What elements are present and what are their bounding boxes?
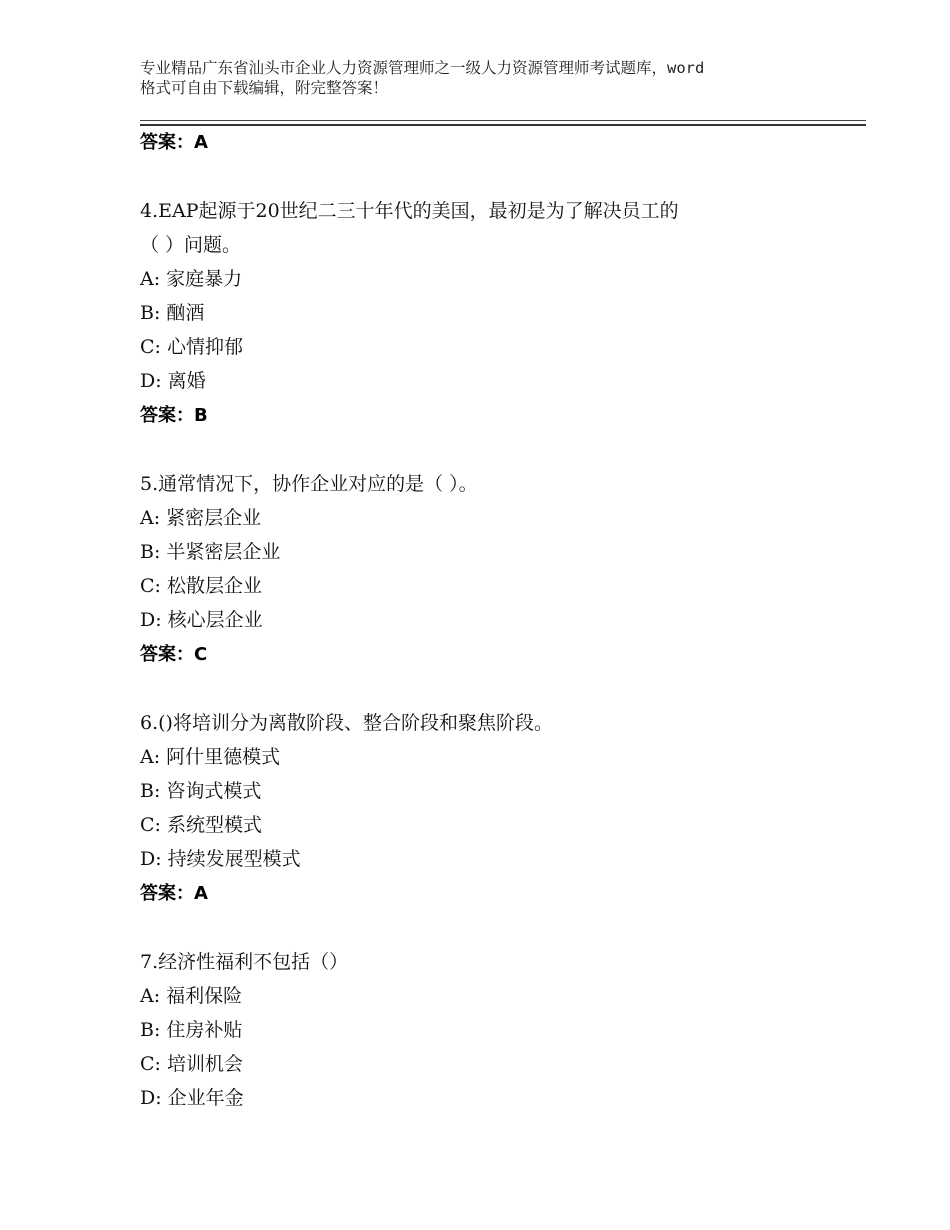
question-stem: 6.()将培训分为离散阶段、整合阶段和聚焦阶段。 bbox=[140, 712, 553, 734]
header-line-1: 专业精品广东省汕头市企业人力资源管理师之一级人力资源管理师考试题库，word bbox=[140, 59, 705, 77]
option-a: A: 紧密层企业 bbox=[140, 507, 262, 529]
option-b: B: 半紧密层企业 bbox=[140, 541, 281, 563]
header-divider-thick bbox=[140, 124, 866, 126]
header-line-2: 格式可自由下载编辑，附完整答案！ bbox=[140, 79, 389, 97]
option-b: B: 酗酒 bbox=[140, 302, 205, 324]
option-b: B: 咨询式模式 bbox=[140, 780, 262, 802]
option-a: A: 家庭暴力 bbox=[140, 268, 243, 290]
option-c: C: 心情抑郁 bbox=[140, 336, 243, 358]
option-d: D: 持续发展型模式 bbox=[140, 848, 301, 870]
question-stem: 7.经济性福利不包括（） bbox=[140, 951, 349, 973]
document-header bbox=[140, 58, 830, 98]
option-c: C: 系统型模式 bbox=[140, 814, 262, 836]
option-c: C: 松散层企业 bbox=[140, 575, 262, 597]
option-d: D: 离婚 bbox=[140, 370, 206, 392]
answer-line: 答案：A bbox=[140, 132, 208, 153]
answer-line: 答案：A bbox=[140, 883, 208, 904]
question-stem: 4.EAP起源于20世纪二三十年代的美国，最初是为了解决员工的 bbox=[140, 200, 679, 222]
question-stem: 5.通常情况下，协作企业对应的是（ ）。 bbox=[140, 473, 478, 495]
option-d: D: 核心层企业 bbox=[140, 609, 263, 631]
header-divider-thin bbox=[140, 120, 866, 121]
answer-line: 答案：B bbox=[140, 405, 208, 426]
option-b: B: 住房补贴 bbox=[140, 1019, 243, 1041]
question-stem-cont: （ ）问题。 bbox=[140, 234, 242, 256]
option-d: D: 企业年金 bbox=[140, 1087, 244, 1109]
option-c: C: 培训机会 bbox=[140, 1053, 243, 1075]
option-a: A: 福利保险 bbox=[140, 985, 243, 1007]
option-a: A: 阿什里德模式 bbox=[140, 746, 281, 768]
answer-line: 答案：C bbox=[140, 644, 208, 665]
